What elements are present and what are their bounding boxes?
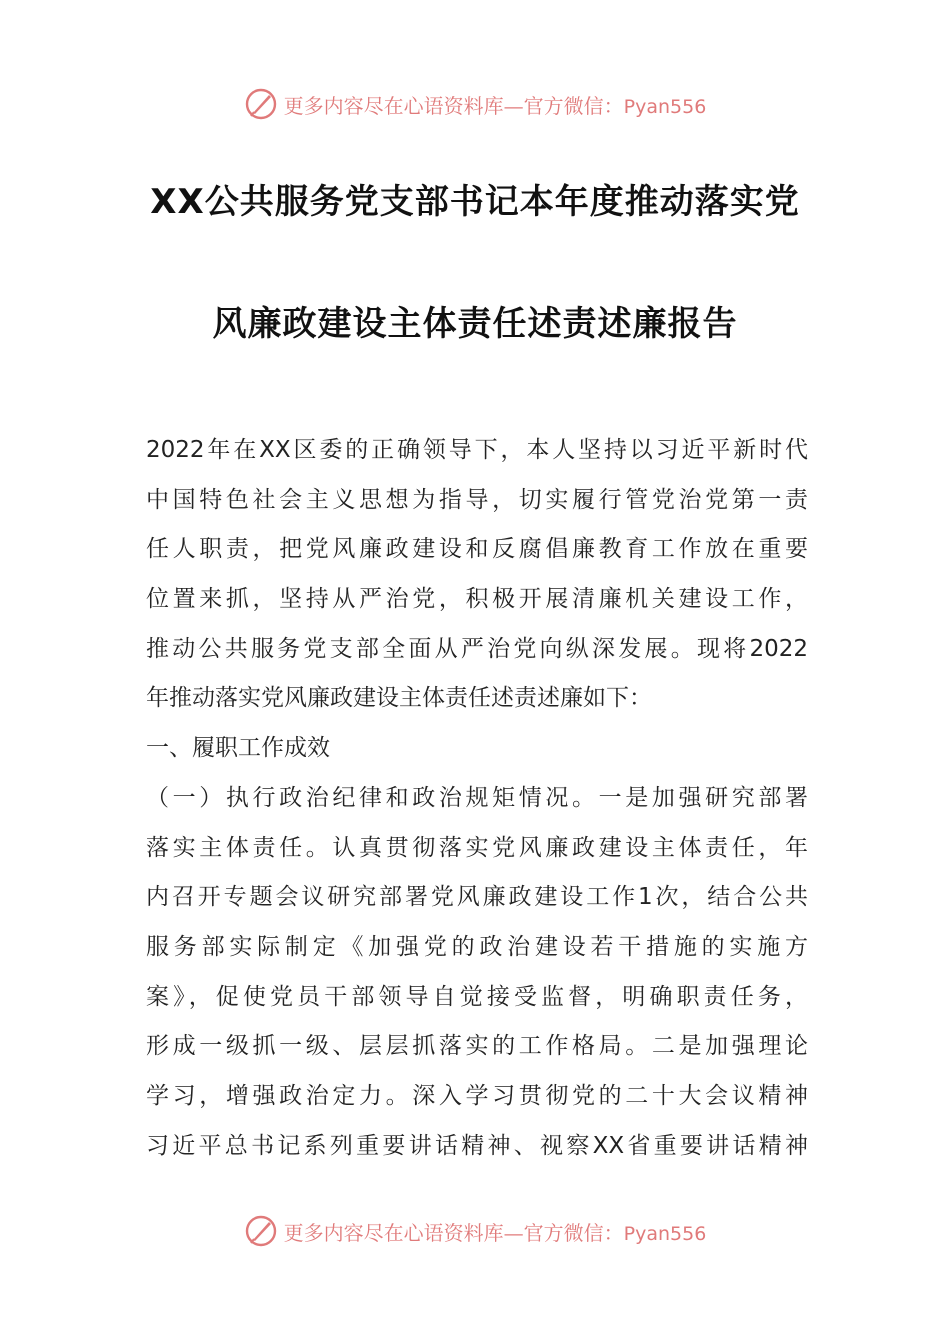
watermark-text — [284, 90, 707, 119]
watermark-banner-top — [0, 84, 950, 124]
body-line: （一）执行政治纪律和政治规矩情况。一是加强研究部署 — [146, 784, 808, 811]
body-line: 年推动落实党风廉政建设主体责任述责述廉如下： — [146, 685, 652, 712]
document-title-line-2: 风廉政建设主体责任述责述廉报告 — [212, 304, 738, 344]
body-line: 任人职责，把党风廉政建设和反腐倡廉教育工作放在重要 — [146, 536, 808, 563]
watermark-text-cn: 更多内容尽在心语资料库—官方微信： — [283, 93, 624, 118]
watermark-banner-bottom — [0, 1211, 950, 1251]
watermark-text-cn: 更多内容尽在心语资料库—官方微信： — [283, 1220, 624, 1245]
body-line: 形成一级抓一级、层层抓落实的工作格局。二是加强理论 — [146, 1033, 808, 1060]
section-heading: 一、履职工作成效 — [146, 735, 330, 762]
body-line: 内召开专题会议研究部署党风廉政建设工作1次，结合公共 — [146, 884, 808, 911]
quill-logo-icon — [244, 1214, 278, 1248]
document-title-line-1: XX公共服务党支部书记本年度推动落实党 — [150, 182, 800, 222]
body-line: 推动公共服务党支部全面从严治党向纵深发展。现将2022 — [146, 635, 808, 662]
watermark-text — [284, 1217, 707, 1246]
body-line: 2022年在XX区委的正确领导下，本人坚持以习近平新时代 — [146, 437, 808, 463]
body-line: 案》，促使党员干部领导自觉接受监督，明确职责任务， — [146, 983, 808, 1010]
body-line: 位置来抓，坚持从严治党，积极开展清廉机关建设工作， — [146, 586, 808, 613]
quill-logo-icon — [244, 87, 278, 121]
watermark-wechat-id: Pyan556 — [623, 1222, 707, 1245]
document-body — [146, 426, 808, 1171]
body-line: 学习，增强政治定力。深入学习贯彻党的二十大会议精神 — [146, 1082, 808, 1109]
body-line: 中国特色社会主义思想为指导，切实履行管党治党第一责 — [146, 486, 808, 513]
body-line: 习近平总书记系列重要讲话精神、视察XX省重要讲话精神 — [146, 1132, 808, 1159]
body-line: 服务部实际制定《加强党的政治建设若干措施的实施方 — [146, 933, 808, 960]
watermark-wechat-id: Pyan556 — [623, 95, 707, 118]
body-line: 落实主体责任。认真贯彻落实党风廉政建设主体责任，年 — [146, 834, 808, 861]
